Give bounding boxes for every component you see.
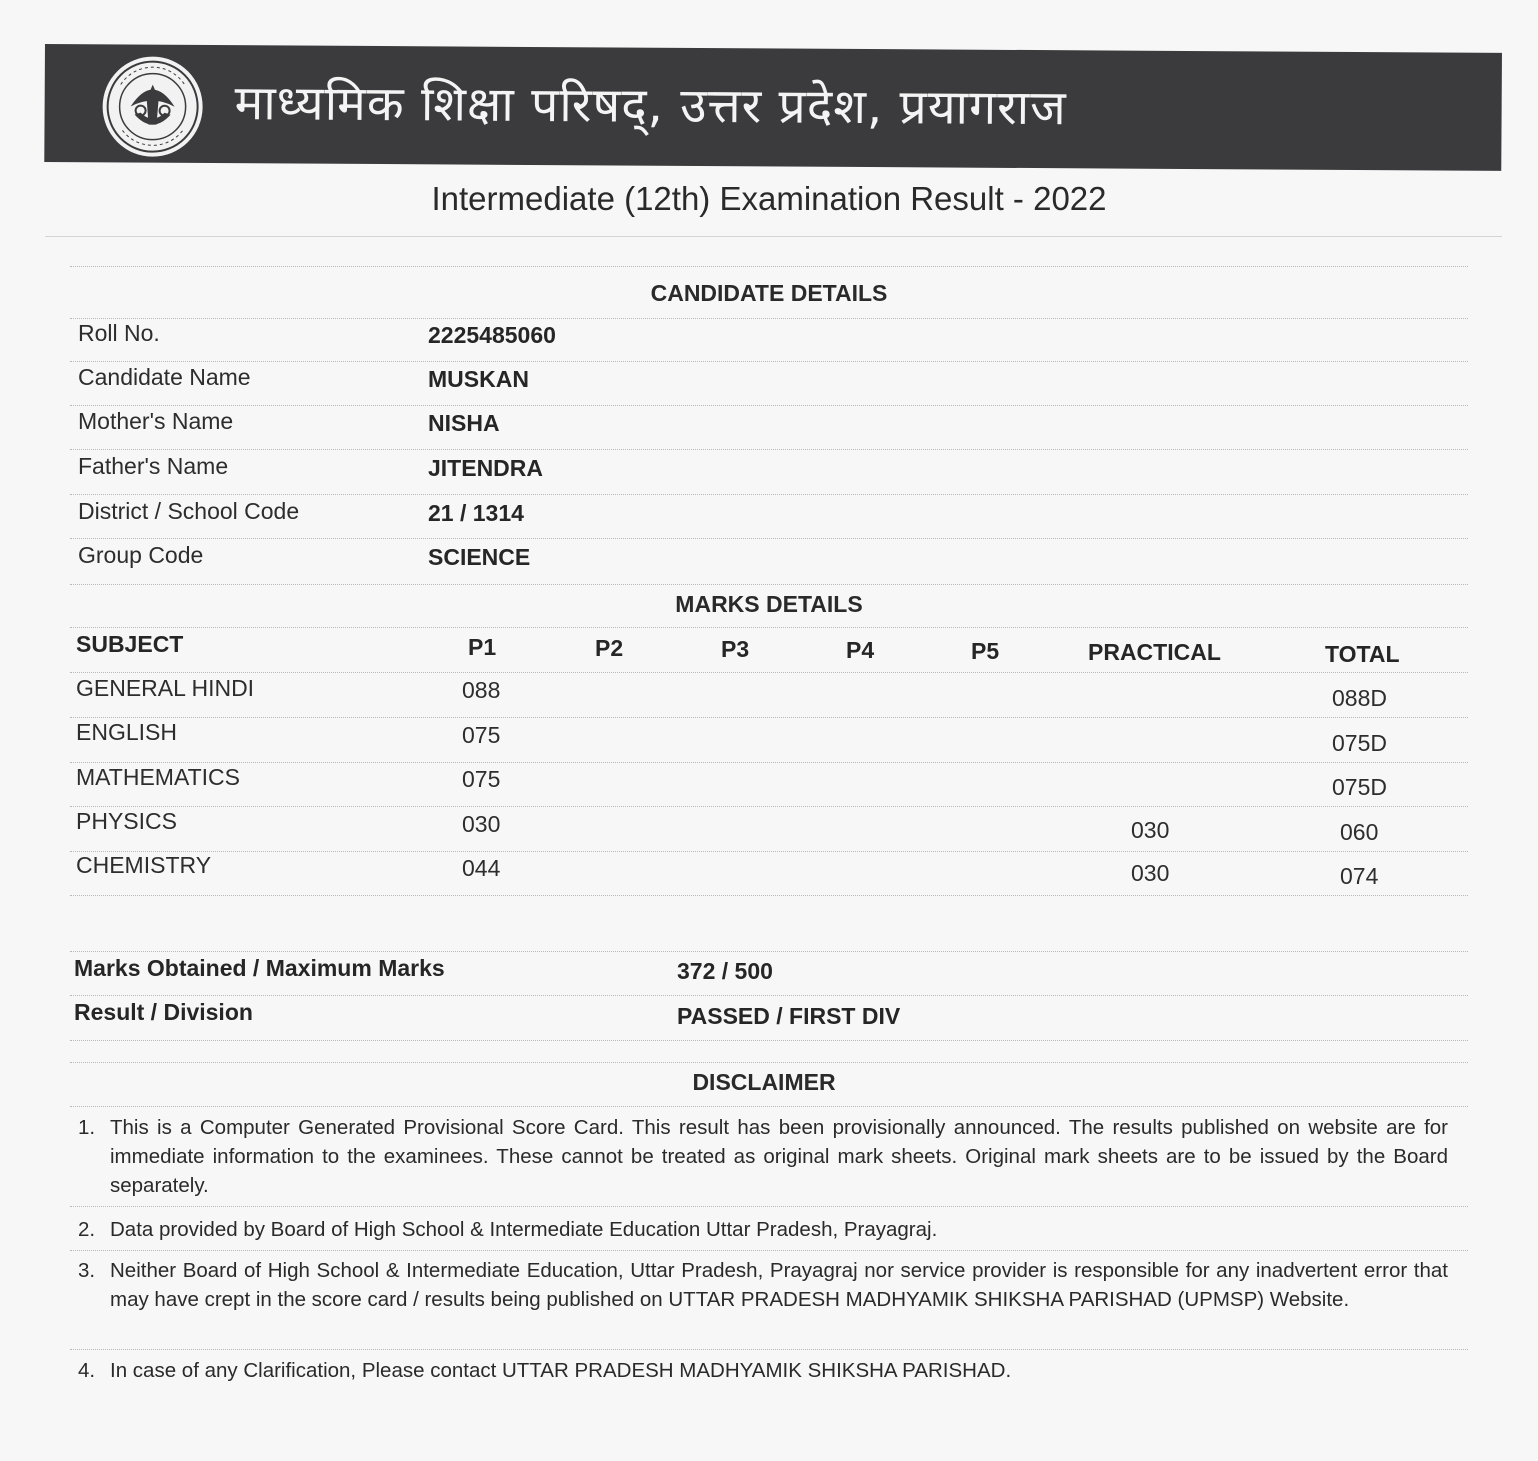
- up-state-emblem-icon: [100, 54, 205, 159]
- divider: [70, 538, 1468, 539]
- divider: [70, 584, 1468, 585]
- divider: [70, 1040, 1468, 1041]
- candidate-label: Father's Name: [78, 453, 229, 479]
- marks-details-heading: MARKS DETAILS: [675, 591, 863, 617]
- disclaimer-item: [78, 1113, 1448, 1200]
- candidate-value: MUSKAN: [428, 366, 529, 392]
- disclaimer-text: This is a Computer Generated Provisional Score Card. This result has been provisionally announced. The results published on website are for immediate information to the examinees. These cannot be treated as original mark sheets. Original mark sheets are to be issued by the Board separately.: [110, 1116, 1448, 1197]
- divider: [70, 851, 1468, 852]
- total-mark: 075D: [1332, 774, 1387, 800]
- subject-name: PHYSICS: [76, 808, 177, 834]
- subject-name: CHEMISTRY: [76, 852, 212, 878]
- divider: [70, 951, 1468, 952]
- subject-name: ENGLISH: [76, 719, 177, 745]
- divider: [70, 627, 1468, 628]
- divider: [70, 717, 1468, 718]
- divider: [70, 895, 1468, 896]
- col-p2: P2: [595, 635, 624, 661]
- col-total: TOTAL: [1325, 641, 1400, 667]
- candidate-value: 2225485060: [428, 322, 556, 348]
- total-mark: 075D: [1332, 730, 1387, 756]
- page-title: Intermediate (12th) Examination Result - 2022: [431, 180, 1107, 217]
- total-mark: 060: [1340, 819, 1379, 845]
- col-p5: P5: [971, 638, 1000, 664]
- col-p1: P1: [468, 634, 497, 660]
- divider: [70, 1062, 1468, 1063]
- divider: [70, 995, 1468, 996]
- candidate-row: [0, 542, 1538, 586]
- marks-obtained-value: 372 / 500: [677, 958, 773, 984]
- total-mark: 088D: [1332, 685, 1387, 711]
- divider: [70, 1106, 1468, 1107]
- candidate-row: [0, 320, 1538, 364]
- candidate-value: JITENDRA: [428, 455, 544, 481]
- marks-obtained-label: Marks Obtained / Maximum Marks: [74, 955, 445, 981]
- col-p3: P3: [721, 636, 750, 662]
- result-value: PASSED / FIRST DIV: [677, 1003, 901, 1029]
- disclaimer-number: 1.: [78, 1116, 96, 1139]
- p1-mark: 088: [462, 677, 501, 703]
- divider: [70, 449, 1468, 450]
- divider: [70, 1349, 1468, 1350]
- divider: [70, 672, 1468, 673]
- disclaimer-text: In case of any Clarification, Please contact UTTAR PRADESH MADHYAMIK SHIKSHA PARISHAD.: [110, 1359, 1012, 1382]
- disclaimer-heading: DISCLAIMER: [692, 1069, 836, 1095]
- disclaimer-item: [78, 1215, 1448, 1244]
- col-p4: P4: [846, 637, 875, 663]
- disclaimer-text: Neither Board of High School & Intermediate Education, Uttar Pradesh, Prayagraj nor service provider is responsible for any inadvertent error that may have crept in the score card / results being published on UTTAR PRADESH MADHYAMIK SHIKSHA PARISHAD (UPMSP) Website.: [110, 1259, 1448, 1311]
- divider: [70, 1206, 1468, 1207]
- board-name: माध्यमिक शिक्षा परिषद्, उत्तर प्रदेश, प्रयागराज: [234, 75, 1067, 137]
- candidate-value: SCIENCE: [428, 544, 531, 570]
- candidate-row: [0, 364, 1538, 408]
- disclaimer-number: 3.: [78, 1259, 96, 1282]
- disclaimer-number: 4.: [78, 1359, 96, 1382]
- candidate-value: 21 / 1314: [428, 500, 524, 526]
- candidate-row: [0, 498, 1538, 542]
- header-banner: [44, 44, 1502, 171]
- candidate-label: Group Code: [78, 542, 204, 568]
- candidate-label: Mother's Name: [78, 408, 234, 434]
- disclaimer-number: 2.: [78, 1218, 96, 1241]
- disclaimer-text: Data provided by Board of High School & Intermediate Education Uttar Pradesh, Prayagraj.: [110, 1218, 938, 1241]
- candidate-details-heading: CANDIDATE DETAILS: [650, 280, 888, 306]
- divider: [70, 762, 1468, 763]
- disclaimer-item: [78, 1256, 1448, 1314]
- divider: [70, 1250, 1468, 1251]
- divider: [70, 494, 1468, 495]
- col-practical: PRACTICAL: [1088, 639, 1221, 665]
- candidate-label: Candidate Name: [78, 364, 251, 390]
- p1-mark: 075: [462, 766, 501, 792]
- p1-mark: 044: [462, 855, 501, 881]
- divider: [70, 361, 1468, 362]
- col-subject: SUBJECT: [76, 631, 184, 657]
- disclaimer-item: [78, 1356, 1448, 1385]
- candidate-label: District / School Code: [78, 498, 300, 524]
- p1-mark: 075: [462, 722, 501, 748]
- p1-mark: 030: [462, 811, 501, 837]
- divider: [45, 236, 1502, 237]
- subject-name: GENERAL HINDI: [76, 675, 255, 701]
- candidate-row: [0, 453, 1538, 497]
- divider: [70, 266, 1468, 267]
- divider: [70, 318, 1468, 319]
- divider: [70, 405, 1468, 406]
- candidate-row: [0, 408, 1538, 452]
- candidate-label: Roll No.: [78, 320, 160, 346]
- divider: [70, 806, 1468, 807]
- subject-name: MATHEMATICS: [76, 764, 240, 790]
- result-label: Result / Division: [74, 999, 253, 1025]
- practical-mark: 030: [1131, 817, 1170, 843]
- total-mark: 074: [1340, 863, 1379, 889]
- candidate-value: NISHA: [428, 410, 500, 436]
- practical-mark: 030: [1131, 860, 1170, 886]
